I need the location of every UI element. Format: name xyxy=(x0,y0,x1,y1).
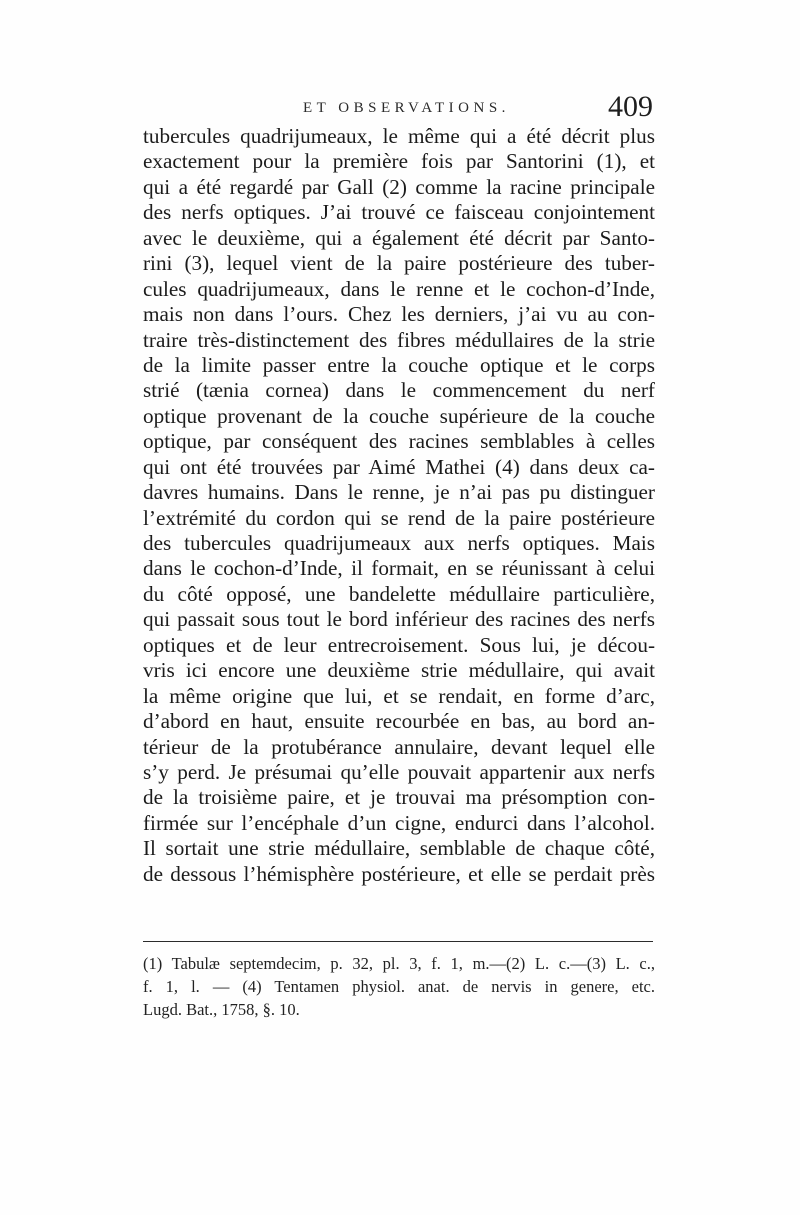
text-line: tubercules quadrijumeaux, le même qui a été décrit plus xyxy=(143,124,655,148)
footnote-divider xyxy=(143,941,653,942)
footnote-line: f. 1, l. — (4) Tentamen physiol. anat. de nervis in genere, etc. xyxy=(143,977,655,996)
text-line: la même origine que lui, et se rendait, en forme d’arc, xyxy=(143,683,655,708)
running-title: ET OBSERVATIONS. xyxy=(303,100,510,116)
text-line: optique, par conséquent des racines semblables à celles xyxy=(143,429,655,454)
text-line: de la limite passer entre la couche optique et le corps xyxy=(143,352,655,377)
text-line: l’extrémité du cordon qui se rend de la paire postérieure xyxy=(143,505,655,530)
text-line: optiques et de leur entrecroisement. Sous lui, je décou- xyxy=(143,632,655,657)
text-line: optique provenant de la couche supérieure de la couche xyxy=(143,403,655,428)
text-line: qui a été regardé par Gall (2) comme la racine principale xyxy=(143,174,655,199)
text-line: firmée sur l’encéphale d’un cigne, endurci dans l’alcohol. xyxy=(143,810,655,835)
text-line: avec le deuxième, qui a également été décrit par Santo- xyxy=(143,225,655,250)
text-line: de dessous l’hémisphère postérieure, et elle se perdait près xyxy=(143,861,655,886)
text-line: d’abord en haut, ensuite recourbée en bas, au bord an- xyxy=(143,709,655,734)
text-line: cules quadrijumeaux, dans le renne et le cochon-d’Inde, xyxy=(143,276,655,301)
text-line: de la troisième paire, et je trouvai ma présomption con- xyxy=(143,785,655,810)
text-line: qui passait sous tout le bord inférieur des racines des nerfs xyxy=(143,607,655,632)
running-head xyxy=(143,90,655,126)
text-line: traire très-distinctement des fibres médullaires de la strie xyxy=(143,327,655,352)
body-text xyxy=(143,124,655,887)
text-line: du côté opposé, une bandelette médullaire particulière, xyxy=(143,581,655,606)
text-line: des nerfs optiques. J’ai trouvé ce faisceau conjointement xyxy=(143,200,655,225)
text-line: qui ont été trouvées par Aimé Mathei (4) dans deux ca- xyxy=(143,454,655,479)
text-line: Il sortait une strie médullaire, semblable de chaque côté, xyxy=(143,836,655,861)
text-line: vris ici encore une deuxième strie médullaire, qui avait xyxy=(143,658,655,683)
page-number: 409 xyxy=(608,90,653,123)
text-line: exactement pour la première fois par Santorini (1), et xyxy=(143,149,655,174)
text-line: rini (3), lequel vient de la paire postérieure des tuber- xyxy=(143,251,655,276)
footnote-line: Lugd. Bat., 1758, §. 10. xyxy=(143,1000,300,1019)
footnotes xyxy=(143,952,655,1021)
text-line: s’y perd. Je présumai qu’elle pouvait appartenir aux nerfs xyxy=(143,759,655,784)
text-line: des tubercules quadrijumeaux aux nerfs optiques. Mais xyxy=(143,531,655,555)
text-line: davres humains. Dans le renne, je n’ai pas pu distinguer xyxy=(143,480,655,505)
text-line: mais non dans l’ours. Chez les derniers, j’ai vu au con- xyxy=(143,302,655,327)
text-line: dans le cochon-d’Inde, il formait, en se réunissant à celui xyxy=(143,556,655,581)
text-line: térieur de la protubérance annulaire, devant lequel elle xyxy=(143,734,655,759)
text-line-italic-term: strié (tænia cornea) dans le commencement du nerf xyxy=(143,378,655,403)
footnote-line: (1) Tabulæ septemdecim, p. 32, pl. 3, f. 1, m.—(2) L. c.—(3) L. c., xyxy=(143,954,655,973)
